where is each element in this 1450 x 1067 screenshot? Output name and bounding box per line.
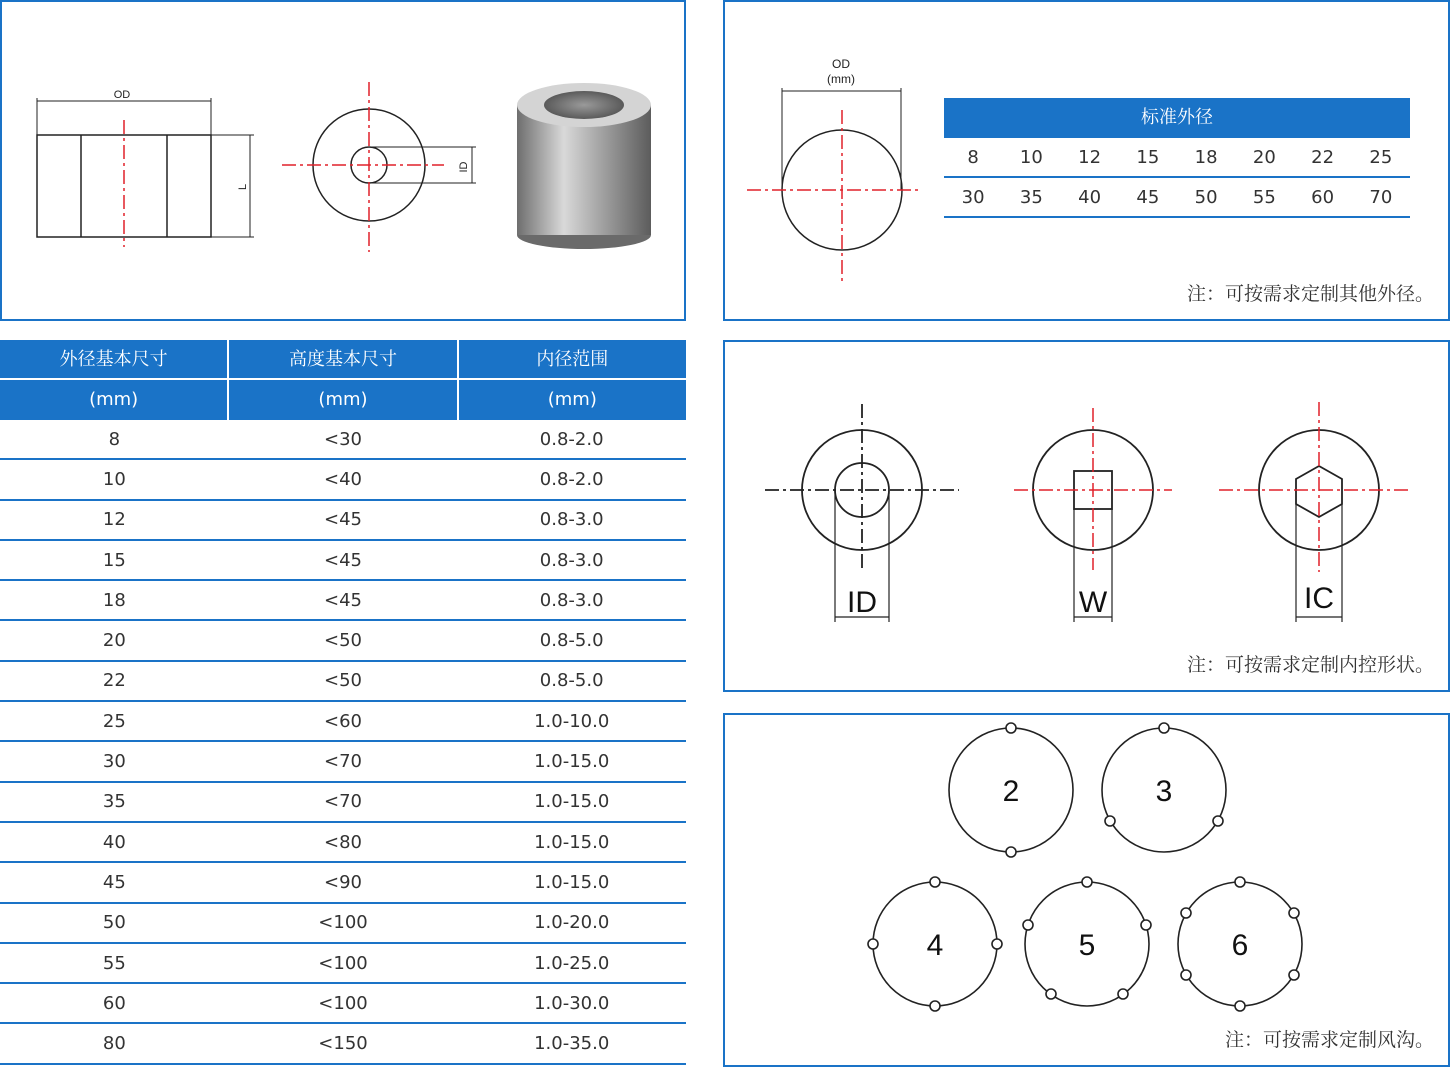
- table-cell: <150: [318, 1033, 368, 1055]
- table-cell: 1.0-30.0: [534, 992, 610, 1014]
- table-cell: 1.0-20.0: [534, 912, 610, 934]
- table-cell: 30: [102, 751, 126, 773]
- table-cell: 0.8-3.0: [539, 509, 604, 531]
- table-row: [0, 702, 686, 742]
- table-cell: 55: [1252, 186, 1276, 208]
- table-cell: 40: [102, 831, 126, 853]
- table-cell: 8: [967, 146, 979, 168]
- table-cell: 60: [102, 992, 126, 1014]
- table-cell: <50: [324, 670, 362, 692]
- table-cell: 1.0-35.0: [534, 1033, 610, 1055]
- table-row: [0, 863, 686, 903]
- groove-5-label: 5: [1078, 929, 1096, 962]
- table-cell: 30: [961, 186, 985, 208]
- table-cell: 50: [1194, 186, 1218, 208]
- table-cell: <60: [324, 710, 362, 732]
- table-body: [0, 420, 686, 1065]
- table-cell: <30: [324, 428, 362, 450]
- table-cell: <100: [318, 952, 368, 974]
- table-row: [0, 783, 686, 823]
- od-label: OD: [113, 89, 131, 101]
- table-cell: 12: [1078, 146, 1102, 168]
- header-od: 外径基本尺寸: [0, 340, 227, 380]
- l-label: L: [237, 183, 249, 190]
- table-row: [0, 823, 686, 863]
- unit-id-range: (mm): [457, 380, 686, 420]
- table-cell: 22: [102, 670, 126, 692]
- standard-od-table: [944, 98, 1410, 218]
- table-cell: <45: [324, 549, 362, 571]
- hole-shape-note: 注：可按需求定制内控形状。: [1186, 654, 1434, 676]
- table-cell: 8: [108, 428, 121, 450]
- table-cell: <70: [324, 751, 362, 773]
- table-header-row: [0, 340, 686, 380]
- od-unit-label: (mm): [827, 72, 855, 86]
- od-table-title: 标准外径: [944, 98, 1410, 138]
- table-row: [0, 742, 686, 782]
- table-cell: 0.8-2.0: [539, 468, 604, 490]
- table-row: [0, 944, 686, 984]
- table-cell: 12: [102, 509, 126, 531]
- table-cell: 55: [102, 952, 126, 974]
- dimension-diagram-panel: [0, 0, 686, 321]
- side-view: [37, 98, 254, 237]
- table-row: [0, 541, 686, 581]
- standard-od-panel: [723, 0, 1450, 321]
- dimension-drawing: [2, 2, 686, 321]
- table-cell: <40: [324, 468, 362, 490]
- table-cell: 10: [1019, 146, 1043, 168]
- round-hole-label: ID: [847, 586, 877, 619]
- table-cell: 18: [1194, 146, 1218, 168]
- cylinder-render: [517, 83, 651, 249]
- groove-6-label: 6: [1231, 929, 1249, 962]
- table-cell: 80: [102, 1033, 126, 1055]
- table-cell: 1.0-25.0: [534, 952, 610, 974]
- table-row: [944, 178, 1410, 218]
- table-cell: <100: [318, 912, 368, 934]
- table-cell: 1.0-10.0: [534, 710, 610, 732]
- table-row: [0, 460, 686, 500]
- table-cell: 1.0-15.0: [534, 831, 610, 853]
- hole-shape-panel: [723, 340, 1450, 692]
- table-row: [0, 501, 686, 541]
- table-cell: 25: [102, 710, 126, 732]
- groove-drawing: [725, 715, 1450, 1067]
- table-cell: <80: [324, 831, 362, 853]
- table-unit-row: [0, 380, 686, 420]
- square-hole-label: W: [1078, 586, 1108, 619]
- table-cell: 10: [102, 468, 126, 490]
- dimension-table: [0, 340, 686, 1065]
- table-row: [0, 420, 686, 460]
- table-row: [944, 138, 1410, 178]
- table-row: [0, 984, 686, 1024]
- table-cell: 20: [1252, 146, 1276, 168]
- table-cell: 20: [102, 630, 126, 652]
- groove-panel: [723, 713, 1450, 1067]
- od-note: 注：可按需求定制其他外径。: [1186, 283, 1434, 305]
- table-cell: 0.8-3.0: [539, 549, 604, 571]
- table-cell: <50: [324, 630, 362, 652]
- groove-3-label: 3: [1155, 775, 1173, 808]
- table-cell: <70: [324, 791, 362, 813]
- header-height: 高度基本尺寸: [227, 340, 456, 380]
- table-row: [0, 621, 686, 661]
- table-cell: <100: [318, 992, 368, 1014]
- table-cell: 1.0-15.0: [534, 751, 610, 773]
- table-cell: 45: [102, 871, 126, 893]
- table-cell: 0.8-2.0: [539, 428, 604, 450]
- groove-note: 注：可按需求定制风沟。: [1224, 1029, 1434, 1051]
- id-label: ID: [458, 161, 470, 173]
- table-cell: 35: [102, 791, 126, 813]
- table-cell: 60: [1311, 186, 1335, 208]
- unit-height: (mm): [227, 380, 456, 420]
- hole-shapes-drawing: [725, 342, 1450, 692]
- table-cell: 40: [1078, 186, 1102, 208]
- unit-od: (mm): [89, 389, 139, 410]
- table-cell: 22: [1311, 146, 1335, 168]
- table-cell: 45: [1136, 186, 1160, 208]
- table-cell: 1.0-15.0: [534, 871, 610, 893]
- table-cell: 15: [1136, 146, 1160, 168]
- header-id-range: 内径范围: [457, 340, 686, 380]
- table-cell: <45: [324, 589, 362, 611]
- table-row: [0, 1024, 686, 1064]
- table-cell: 35: [1019, 186, 1043, 208]
- groove-2-label: 2: [1002, 775, 1020, 808]
- od-label: OD: [832, 57, 850, 71]
- table-cell: 0.8-5.0: [539, 670, 604, 692]
- groove-4-label: 4: [926, 929, 944, 962]
- table-row: [0, 904, 686, 944]
- table-cell: 1.0-15.0: [534, 791, 610, 813]
- table-cell: 50: [102, 912, 126, 934]
- table-row: [0, 662, 686, 702]
- table-cell: <90: [324, 871, 362, 893]
- table-cell: 18: [102, 589, 126, 611]
- hex-hole-label: IC: [1304, 582, 1334, 615]
- table-cell: 0.8-5.0: [539, 630, 604, 652]
- table-cell: 25: [1369, 146, 1393, 168]
- table-cell: 0.8-3.0: [539, 589, 604, 611]
- table-cell: 15: [102, 549, 126, 571]
- table-cell: <45: [324, 509, 362, 531]
- table-cell: 70: [1369, 186, 1393, 208]
- table-row: [0, 581, 686, 621]
